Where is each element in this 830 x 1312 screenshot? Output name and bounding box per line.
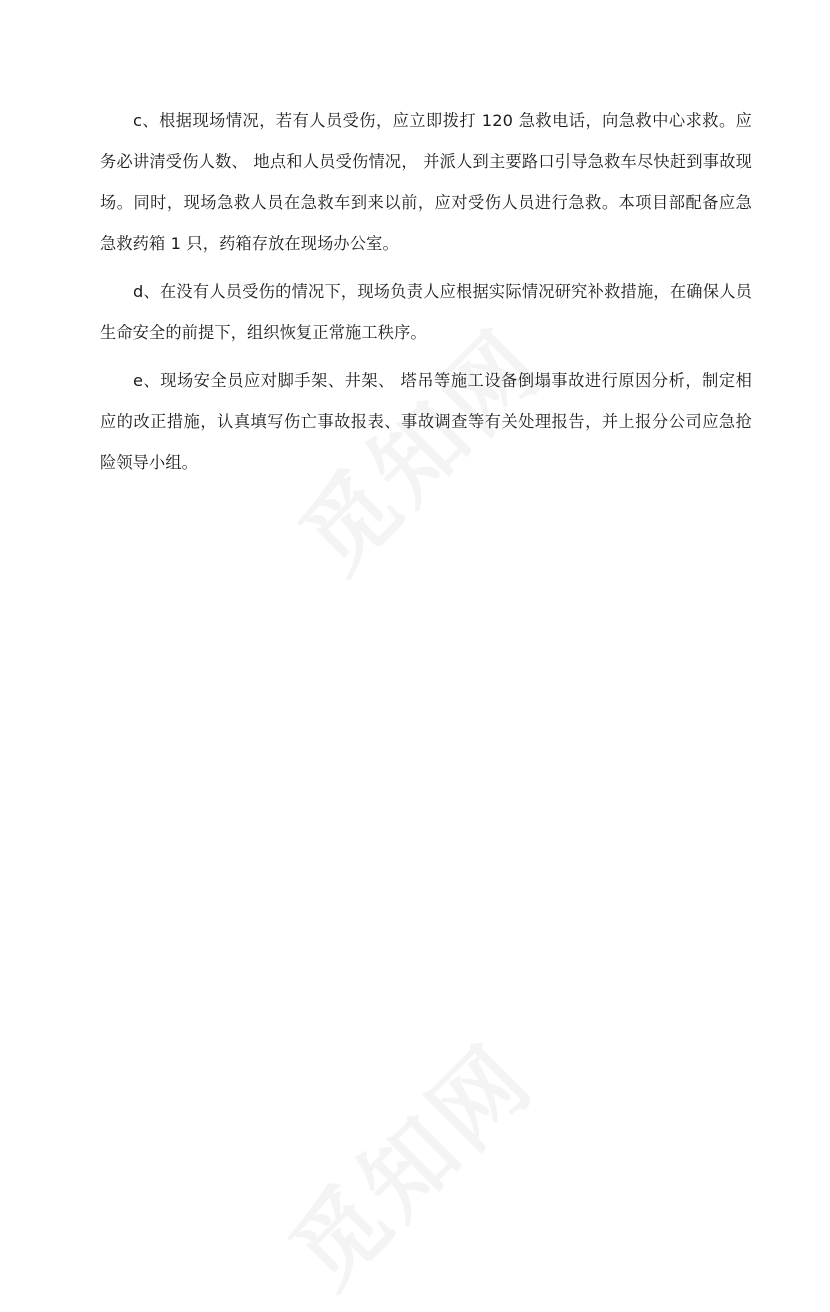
watermark bbox=[256, 1010, 557, 1311]
paragraph-e: e、现场安全员应对脚手架、井架、 塔吊等施工设备倒塌事故进行原因分析，制定相应的改正措施，认真填写伤亡事故报表、事故调查等有关处理报告，并上报分公司应急抢险领导小组。 bbox=[100, 371, 752, 472]
paragraph-c: c、根据现场情况，若有人员受伤，应立即拨打 120 急救电话，向急救中心求救。应务必讲清受伤人数、 地点和人员受伤情况， 并派人到主要路口引导急救车尽快赶到事故现场。同时，现场急救人员在急救车到来以前，应对受伤人员进行急救。本项目部配备应急急救药箱 1 只，药箱存放在现场办公室。 bbox=[100, 111, 752, 253]
paragraph-d: d、在没有人员受伤的情况下，现场负责人应根据实际情况研究补救措施，在确保人员生命安全的前提下，组织恢复正常施工秩序。 bbox=[100, 282, 752, 342]
document-body bbox=[100, 100, 752, 490]
